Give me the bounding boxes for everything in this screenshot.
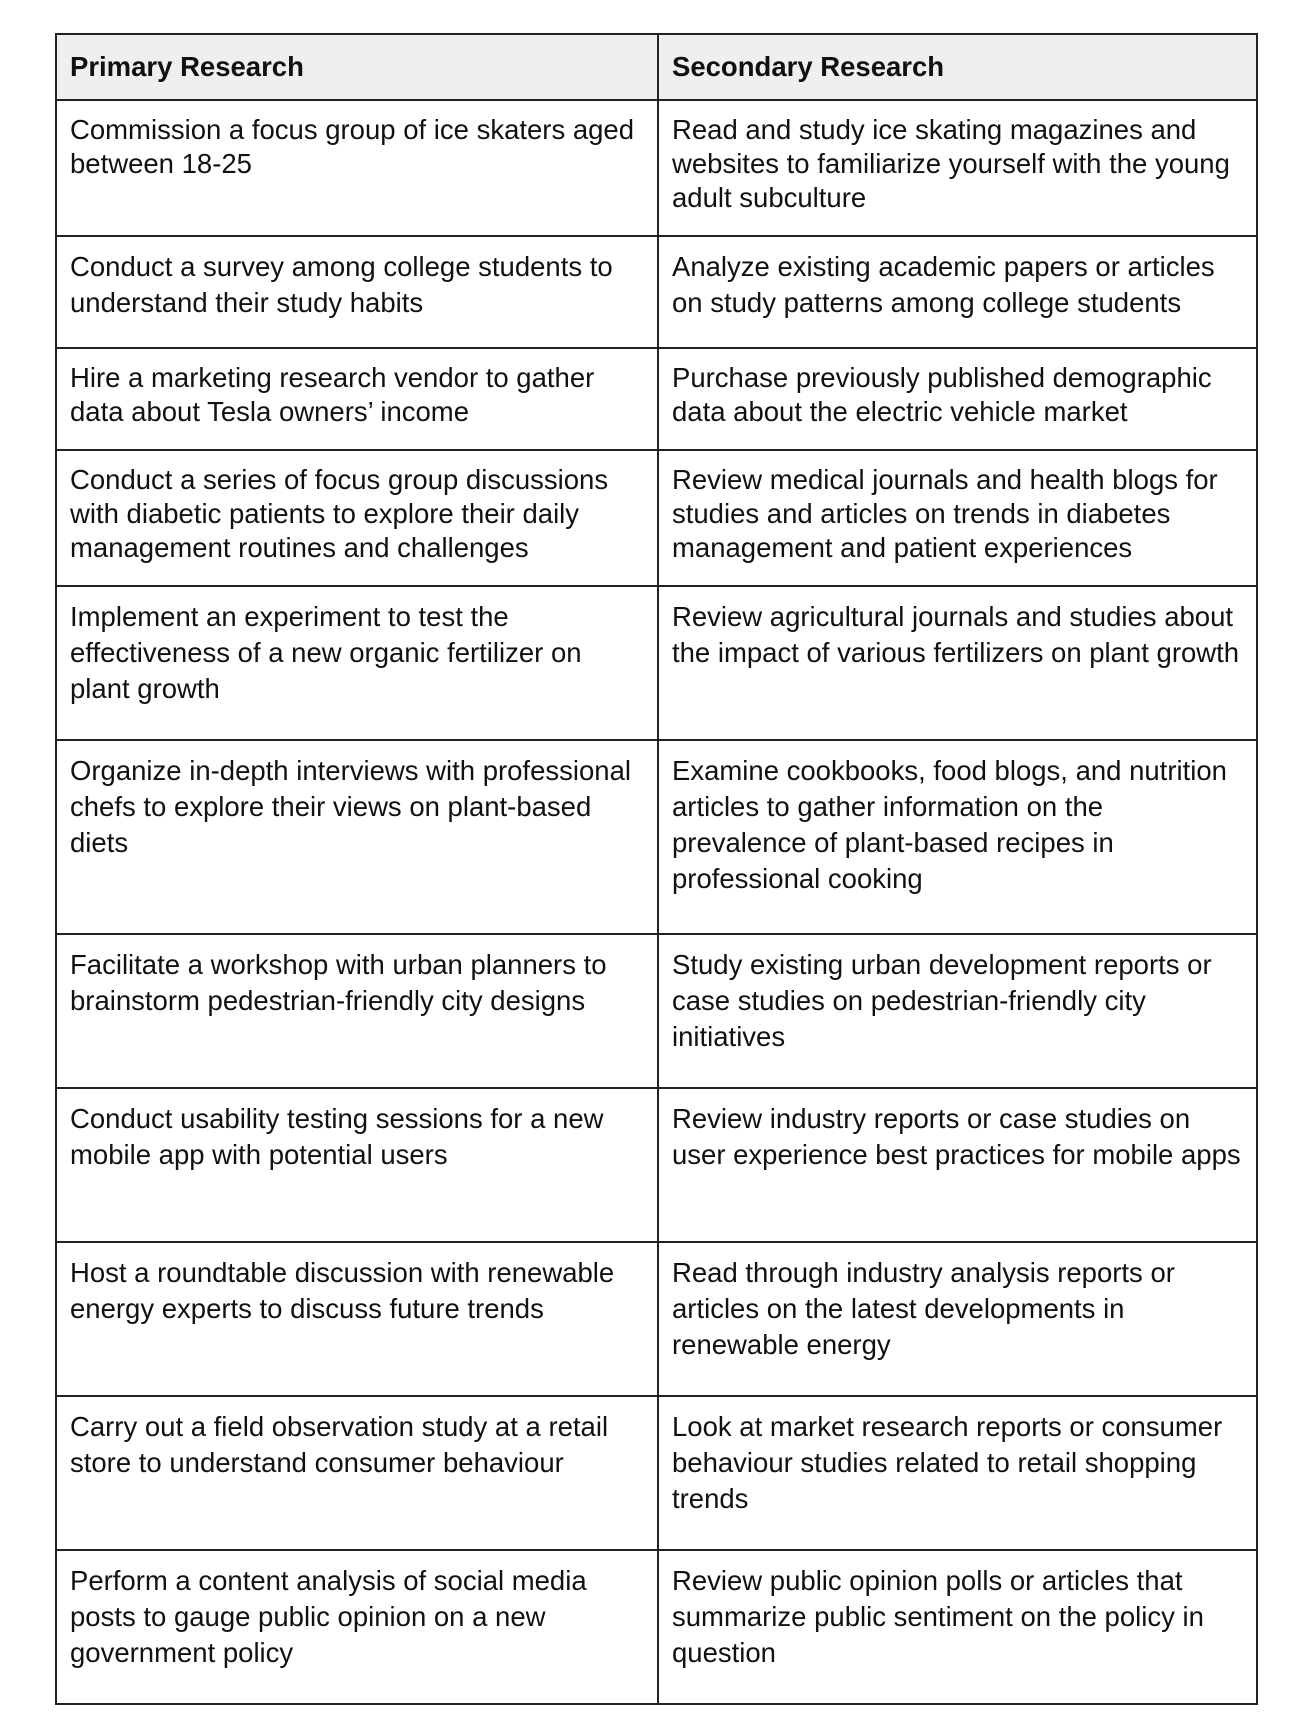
table-row: [56, 1396, 1257, 1550]
secondary-cell: Study existing urban development reports or case studies on pedestrian-friendly city initiatives: [658, 934, 1257, 1088]
research-comparison-table: [55, 33, 1258, 1705]
table-row: [56, 586, 1257, 740]
table-row: [56, 1088, 1257, 1242]
table-row: [56, 740, 1257, 934]
table-row: [56, 934, 1257, 1088]
table-header-row: [56, 34, 1257, 100]
secondary-cell: Read through industry analysis reports or articles on the latest developments in renewable energy: [658, 1242, 1257, 1396]
secondary-cell: Look at market research reports or consumer behaviour studies related to retail shopping trends: [658, 1396, 1257, 1550]
table-row: [56, 236, 1257, 348]
primary-cell: Perform a content analysis of social media posts to gauge public opinion on a new government policy: [56, 1550, 658, 1704]
primary-cell: Facilitate a workshop with urban planners to brainstorm pedestrian-friendly city designs: [56, 934, 658, 1088]
secondary-cell: Analyze existing academic papers or articles on study patterns among college students: [658, 236, 1257, 348]
header-primary-research: Primary Research: [56, 34, 658, 100]
primary-cell: Host a roundtable discussion with renewable energy experts to discuss future trends: [56, 1242, 658, 1396]
secondary-cell: Review industry reports or case studies on user experience best practices for mobile apps: [658, 1088, 1257, 1242]
primary-cell: Implement an experiment to test the effectiveness of a new organic fertilizer on plant growth: [56, 586, 658, 740]
primary-cell: Conduct usability testing sessions for a new mobile app with potential users: [56, 1088, 658, 1242]
secondary-cell: Purchase previously published demographic data about the electric vehicle market: [658, 348, 1257, 450]
table-row: [56, 1550, 1257, 1704]
table-row: [56, 450, 1257, 586]
primary-cell: Carry out a field observation study at a retail store to understand consumer behaviour: [56, 1396, 658, 1550]
table-row: [56, 1242, 1257, 1396]
secondary-cell: Review agricultural journals and studies about the impact of various fertilizers on plant growth: [658, 586, 1257, 740]
primary-cell: Conduct a series of focus group discussions with diabetic patients to explore their daily management routines and challenges: [56, 450, 658, 586]
secondary-cell: Read and study ice skating magazines and websites to familiarize yourself with the young adult subculture: [658, 100, 1257, 236]
header-secondary-research: Secondary Research: [658, 34, 1257, 100]
primary-cell: Conduct a survey among college students to understand their study habits: [56, 236, 658, 348]
primary-cell: Commission a focus group of ice skaters aged between 18-25: [56, 100, 658, 236]
table-row: [56, 348, 1257, 450]
primary-cell: Hire a marketing research vendor to gather data about Tesla owners’ income: [56, 348, 658, 450]
secondary-cell: Examine cookbooks, food blogs, and nutrition articles to gather information on the prevalence of plant-based recipes in professional cooking: [658, 740, 1257, 934]
primary-cell: Organize in-depth interviews with professional chefs to explore their views on plant-based diets: [56, 740, 658, 934]
table-row: [56, 100, 1257, 236]
research-table-container: [55, 33, 1256, 1705]
secondary-cell: Review medical journals and health blogs for studies and articles on trends in diabetes management and patient experiences: [658, 450, 1257, 586]
secondary-cell: Review public opinion polls or articles that summarize public sentiment on the policy in question: [658, 1550, 1257, 1704]
